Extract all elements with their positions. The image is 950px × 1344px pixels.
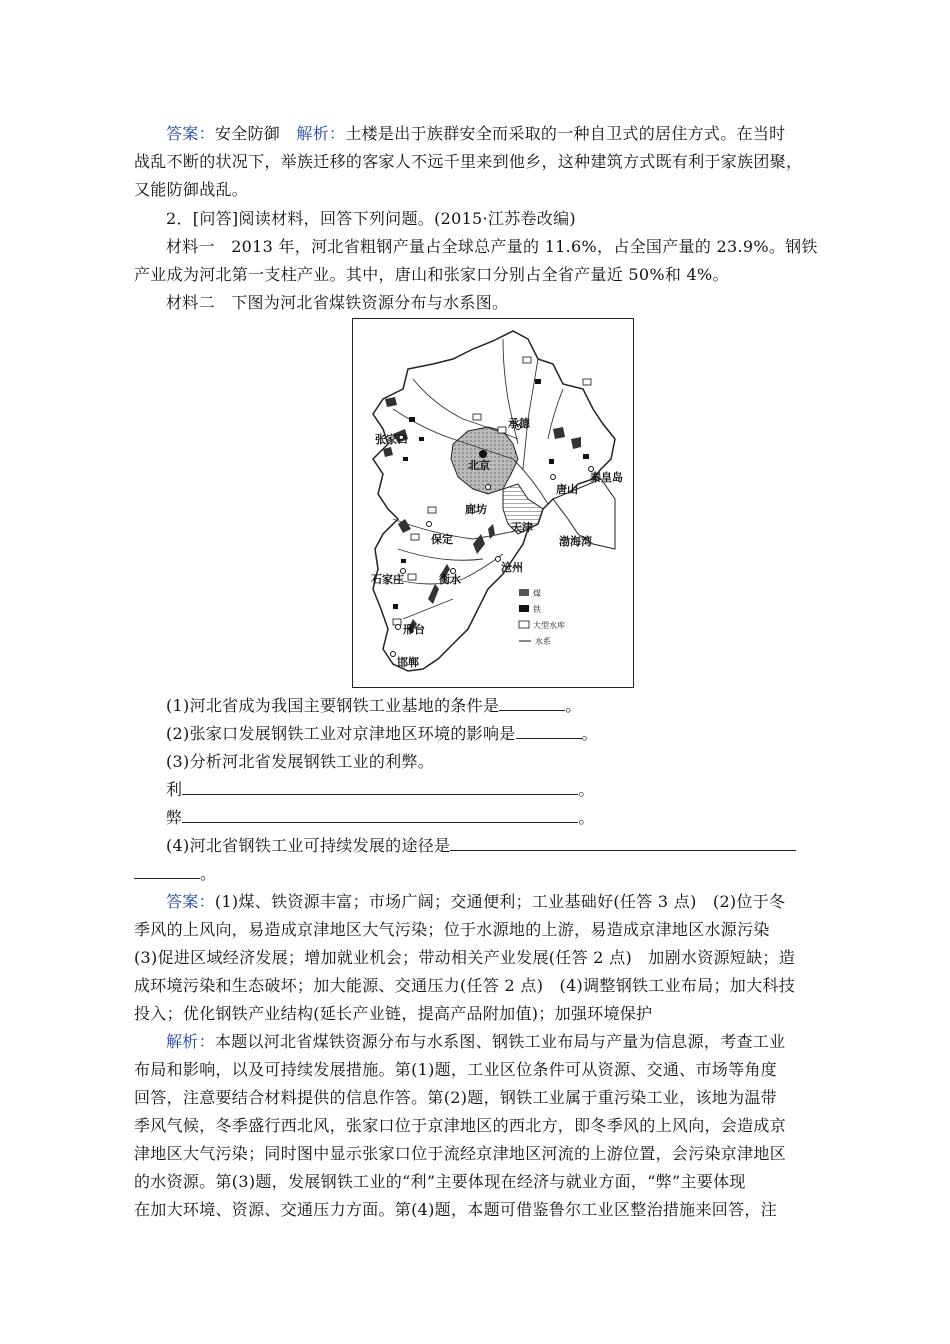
- answer-blank[interactable]: [134, 860, 200, 879]
- analysis2-line: 回答，注意要结合材料提供的信息作答。第(2)题，钢铁工业属于重污染工业，该地为温带: [134, 1088, 777, 1107]
- map-label-hengshui: 衡水: [439, 573, 461, 586]
- map-label-qinhuangdao: 秦皇岛: [590, 471, 623, 484]
- analysis-label: 解析：: [296, 124, 346, 143]
- map-label-cangzhou: 沧州: [501, 561, 523, 574]
- analysis2-line: 布局和影响，以及可持续发展措施。第(1)题，工业区位条件可从资源、交通、市场等角度: [134, 1060, 777, 1079]
- legend-coal: 煤: [533, 589, 541, 598]
- map-label-beijing: 北京: [468, 459, 490, 472]
- analysis2-line: 解析：本题以河北省煤铁资源分布与水系图、钢铁工业布局与产量为信息源，考查工业: [166, 1032, 786, 1051]
- answer-text: 安全防御: [214, 124, 281, 143]
- answer-label: 答案：: [166, 124, 215, 143]
- material1-line: 产业成为河北第一支柱产业。其中，唐山和张家口分别占全省产量近 50%和 4%。: [134, 265, 729, 284]
- analysis2-line: 季风气候，冬季盛行西北风，张家口位于京津地区的西北方，即冬季风的上风向，会造成京: [134, 1116, 787, 1135]
- legend-iron: 铁: [533, 605, 541, 614]
- analysis2-line: 的水资源。第(3)题，发展钢铁工业的“利”主要体现在经济与就业方面，“弊”主要体现: [134, 1172, 746, 1191]
- map-label-xingtai: 邢台: [403, 623, 425, 636]
- map-label-tangshan: 唐山: [556, 483, 578, 496]
- answer2-line: 答案：(1)煤、铁资源丰富；市场广阔；交通便利；工业基础好(任答 3 点) (2)位于冬: [166, 892, 786, 911]
- map-label-langfang: 廊坊: [465, 503, 487, 516]
- sub-question-2: (2)张家口发展钢铁工业对京津地区环境的影响是 。: [166, 720, 848, 748]
- map-label-chengde: 承德: [508, 417, 530, 430]
- map-label-bohai-bay: 渤海湾: [559, 535, 592, 548]
- answer2-line: (3)促进区域经济发展；增加就业机会；带动相关产业发展(任答 2 点) 加剧水资源短缺；造: [134, 948, 796, 967]
- analysis-line: 战乱不断的状况下，举族迁移的客家人不远千里来到他乡，这种建筑方式既有利于家族团聚，: [134, 152, 803, 171]
- answer-blank[interactable]: [499, 692, 565, 711]
- sub-question-3-li: 利 。: [166, 776, 848, 804]
- legend-reservoir: 大型水库: [533, 621, 565, 630]
- analysis-line: 又能防御战乱。: [134, 180, 249, 199]
- answer2-line: 季风的上风向，易造成京津地区大气污染；位于水源地的上游，易造成京津地区水源污染: [134, 920, 770, 939]
- material1-line: 材料一 2013 年，河北省粗钢产量占全球总产量的 11.6%，占全国产量的 23.9%。钢铁: [166, 237, 818, 256]
- sub-question-4-cont: 。: [134, 860, 816, 888]
- legend-river: 水系: [535, 637, 551, 646]
- map-legend: [519, 588, 565, 646]
- map-label-zhangjiakou: 张家口: [375, 433, 408, 446]
- analysis2-line: 在加大环境、资源、交通压力方面。第(4)题，本题可借鉴鲁尔工业区整治措施来回答，注: [134, 1200, 777, 1219]
- answer-blank[interactable]: [182, 804, 578, 823]
- map-label-handan: 邯郸: [397, 656, 419, 669]
- answer2-line: 成环境污染和生态破坏；加大能源、交通压力(任答 2 点) (4)调整钢铁工业布局；加大科技: [134, 976, 796, 995]
- analysis-text: 土楼是出于族群安全而采取的一种自卫式的居住方式。在当时: [345, 124, 786, 143]
- map-label-tianjin: 天津: [511, 521, 533, 534]
- answer-blank[interactable]: [516, 720, 582, 739]
- hebei-resource-map: [352, 318, 634, 688]
- map-label-baoding: 保定: [431, 533, 453, 546]
- answer1-line: [166, 120, 848, 148]
- answer2-line: 投入；优化钢铁产业结构(延长产业链，提高产品附加值)；加强环境保护: [134, 1004, 653, 1023]
- question-header: 2．[问答]阅读材料，回答下列问题。(2015·江苏卷改编): [166, 209, 576, 228]
- sub-question-4: (4)河北省钢铁工业可持续发展的途径是: [166, 832, 848, 860]
- sub-question-3-bi: 弊 。: [166, 804, 848, 832]
- analysis2-line: 津地区大气污染；同时图中显示张家口位于流经京津地区河流的上游位置，会污染京津地区: [134, 1144, 787, 1163]
- sub-question-1: (1)河北省成为我国主要钢铁工业基地的条件是 。: [166, 692, 848, 720]
- answer-blank[interactable]: [450, 832, 796, 851]
- answer-blank[interactable]: [182, 776, 578, 795]
- sub-question-3: (3)分析河北省发展钢铁工业的利弊。: [166, 752, 435, 771]
- map-label-shijiazhuang: 石家庄: [371, 573, 404, 586]
- material2-line: 材料二 下图为河北省煤铁资源分布与水系图。: [166, 293, 509, 312]
- answer-label: 答案：: [166, 892, 215, 911]
- analysis-label: 解析：: [166, 1032, 215, 1051]
